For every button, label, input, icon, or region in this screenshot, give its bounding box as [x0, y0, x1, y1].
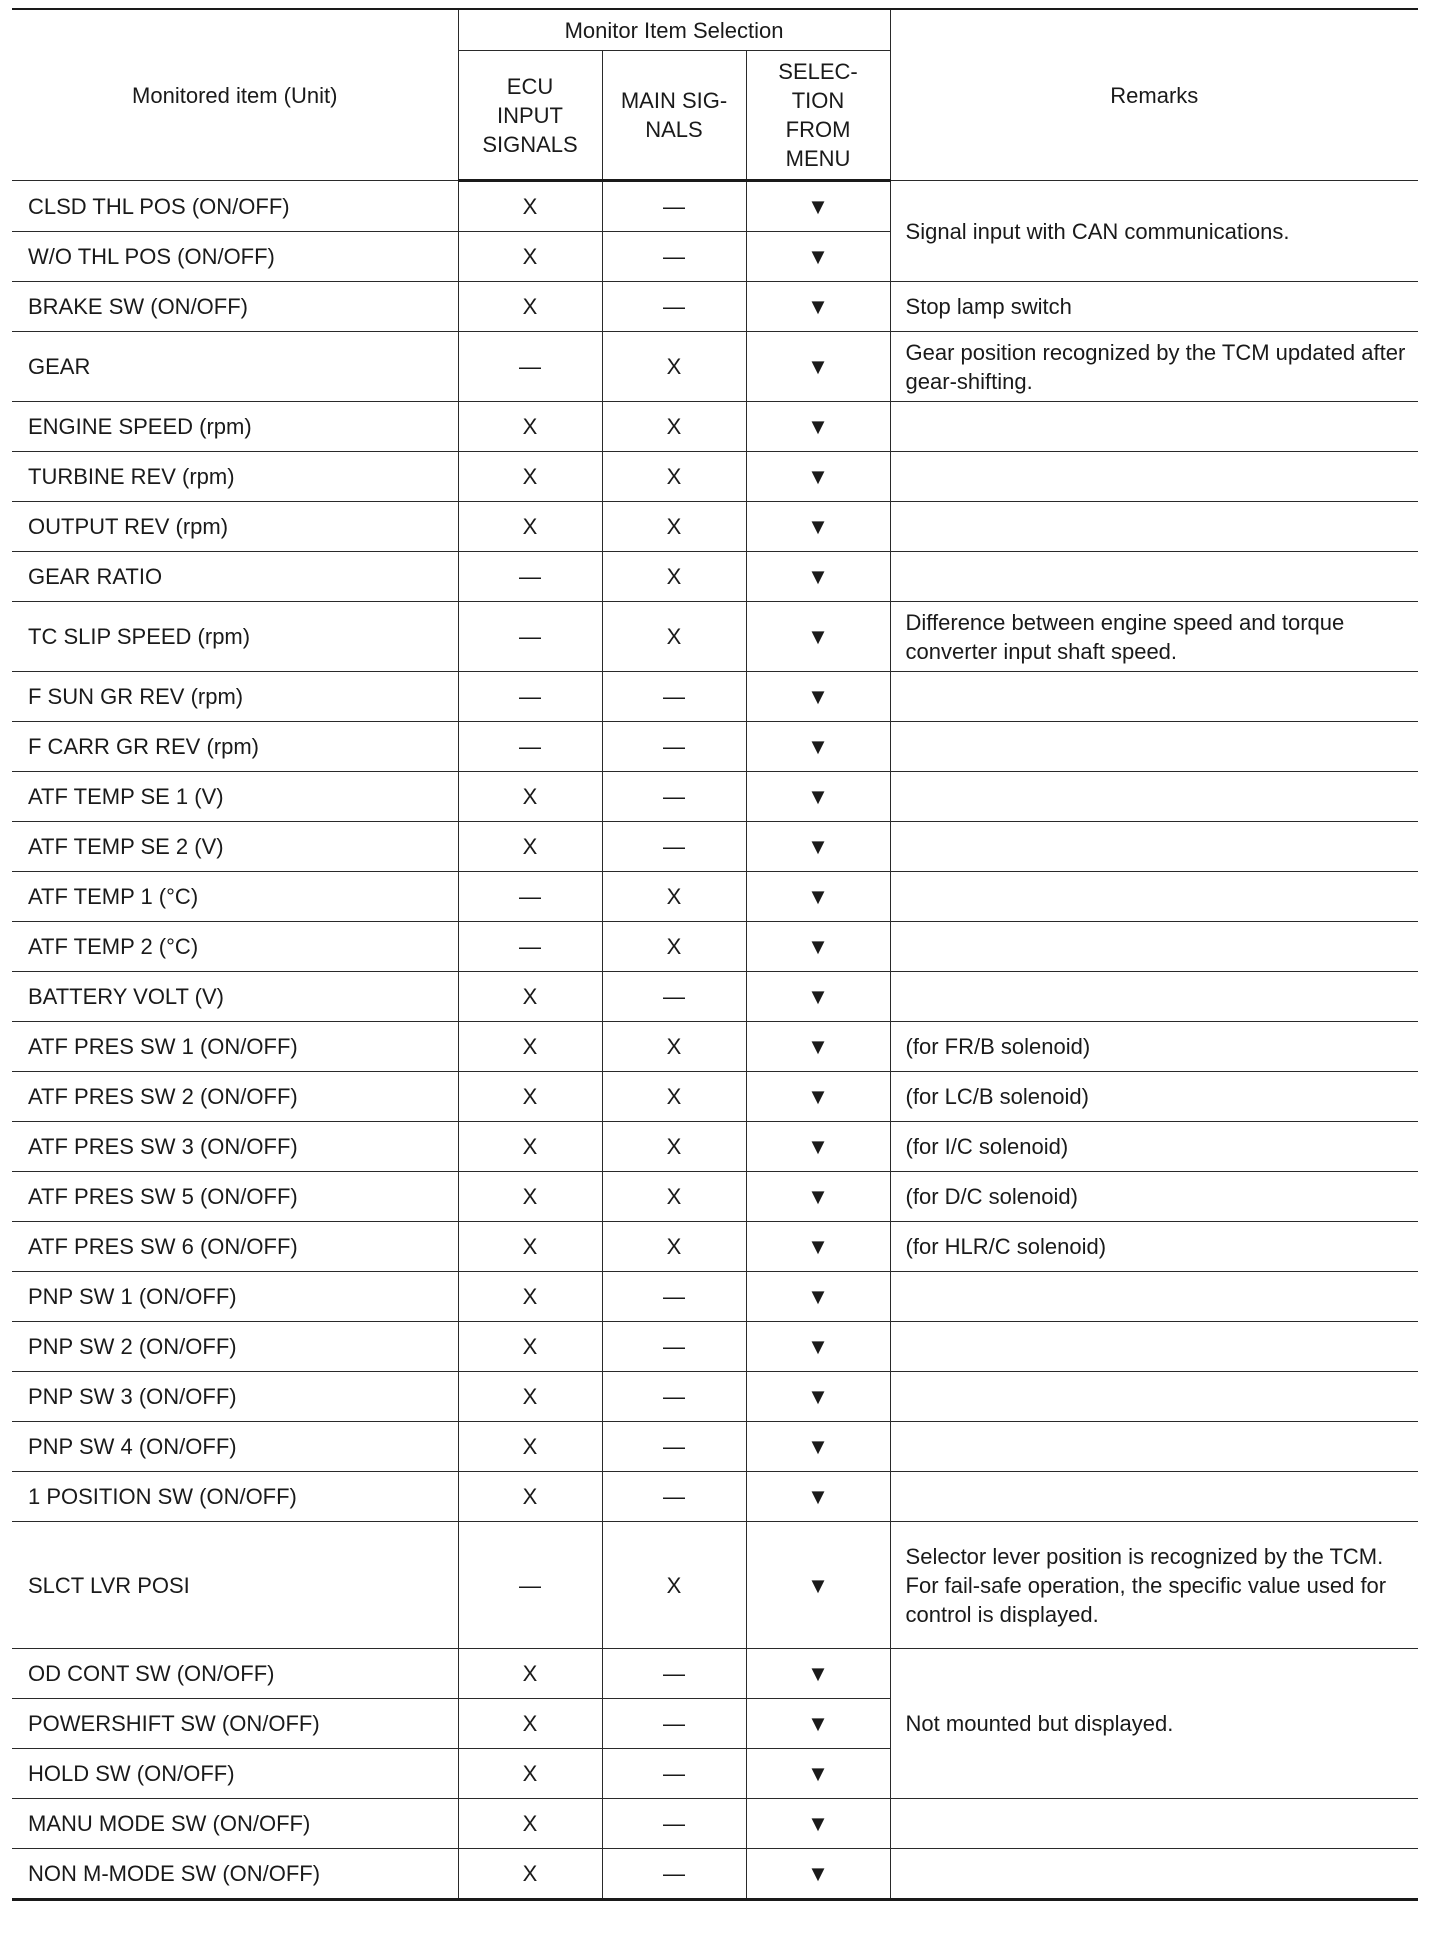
table-row [12, 1372, 1418, 1422]
table-row [12, 332, 1418, 402]
remark-cell [890, 1322, 1418, 1372]
remark-cell [890, 872, 1418, 922]
menu-mark: ▼ [746, 872, 890, 922]
remark-cell: (for FR/B solenoid) [890, 1022, 1418, 1072]
remark-cell: (for D/C solenoid) [890, 1172, 1418, 1222]
main-mark: X [602, 1222, 746, 1272]
item-cell: TURBINE REV (rpm) [12, 452, 458, 502]
ecu-mark: — [458, 672, 602, 722]
remark-cell [890, 1272, 1418, 1322]
table-row [12, 1122, 1418, 1172]
item-cell: MANU MODE SW (ON/OFF) [12, 1799, 458, 1849]
ecu-mark: X [458, 1472, 602, 1522]
item-cell: BRAKE SW (ON/OFF) [12, 282, 458, 332]
main-mark: — [602, 1272, 746, 1322]
header-monitored-item: Monitored item (Unit) [12, 9, 458, 181]
table-row [12, 1322, 1418, 1372]
main-mark: — [602, 1749, 746, 1799]
main-mark: — [602, 822, 746, 872]
menu-mark: ▼ [746, 1272, 890, 1322]
remark-cell: Not mounted but displayed. [890, 1649, 1418, 1799]
remark-cell [890, 402, 1418, 452]
remark-cell [890, 772, 1418, 822]
table-row [12, 1472, 1418, 1522]
ecu-mark: X [458, 1022, 602, 1072]
table-row [12, 1022, 1418, 1072]
menu-mark: ▼ [746, 1799, 890, 1849]
table-row [12, 1272, 1418, 1322]
ecu-mark: — [458, 552, 602, 602]
main-mark: X [602, 402, 746, 452]
item-cell: PNP SW 3 (ON/OFF) [12, 1372, 458, 1422]
menu-mark: ▼ [746, 502, 890, 552]
remark-cell: Stop lamp switch [890, 282, 1418, 332]
item-cell: PNP SW 4 (ON/OFF) [12, 1422, 458, 1472]
header-monitor-item-selection: Monitor Item Selection [458, 9, 890, 51]
menu-mark: ▼ [746, 552, 890, 602]
table-row [12, 972, 1418, 1022]
main-mark: — [602, 672, 746, 722]
menu-mark: ▼ [746, 722, 890, 772]
menu-mark: ▼ [746, 1122, 890, 1172]
item-cell: F SUN GR REV (rpm) [12, 672, 458, 722]
main-mark: X [602, 502, 746, 552]
main-mark: X [602, 922, 746, 972]
table-row [12, 722, 1418, 772]
table-row [12, 1799, 1418, 1849]
remark-cell: (for HLR/C solenoid) [890, 1222, 1418, 1272]
remark-cell [890, 822, 1418, 872]
ecu-mark: — [458, 1522, 602, 1649]
table-row [12, 822, 1418, 872]
item-cell: ENGINE SPEED (rpm) [12, 402, 458, 452]
menu-mark: ▼ [746, 672, 890, 722]
table-row [12, 402, 1418, 452]
menu-mark: ▼ [746, 332, 890, 402]
main-mark: — [602, 282, 746, 332]
ecu-mark: X [458, 181, 602, 232]
table-row [12, 872, 1418, 922]
table-row [12, 1422, 1418, 1472]
item-cell: ATF PRES SW 6 (ON/OFF) [12, 1222, 458, 1272]
ecu-mark: X [458, 1422, 602, 1472]
item-cell: ATF TEMP SE 1 (V) [12, 772, 458, 822]
remark-cell [890, 452, 1418, 502]
table-row [12, 1849, 1418, 1900]
main-mark: — [602, 1422, 746, 1472]
ecu-mark: X [458, 1222, 602, 1272]
table-row [12, 552, 1418, 602]
remark-cell [890, 1422, 1418, 1472]
remark-cell: Difference between engine speed and torque converter input shaft speed. [890, 602, 1418, 672]
item-cell: TC SLIP SPEED (rpm) [12, 602, 458, 672]
ecu-mark: X [458, 232, 602, 282]
main-mark: X [602, 1022, 746, 1072]
main-mark: X [602, 1122, 746, 1172]
ecu-mark: — [458, 332, 602, 402]
remark-cell [890, 1799, 1418, 1849]
ecu-mark: X [458, 822, 602, 872]
remark-cell: (for LC/B solenoid) [890, 1072, 1418, 1122]
item-cell: 1 POSITION SW (ON/OFF) [12, 1472, 458, 1522]
item-cell: ATF TEMP SE 2 (V) [12, 822, 458, 872]
menu-mark: ▼ [746, 282, 890, 332]
main-mark: X [602, 452, 746, 502]
main-mark: — [602, 972, 746, 1022]
ecu-mark: X [458, 282, 602, 332]
ecu-mark: — [458, 872, 602, 922]
header-remarks: Remarks [890, 9, 1418, 181]
table-row [12, 602, 1418, 672]
main-mark: X [602, 1522, 746, 1649]
item-cell: PNP SW 1 (ON/OFF) [12, 1272, 458, 1322]
main-mark: — [602, 1322, 746, 1372]
item-cell: NON M-MODE SW (ON/OFF) [12, 1849, 458, 1900]
menu-mark: ▼ [746, 972, 890, 1022]
item-cell: W/O THL POS (ON/OFF) [12, 232, 458, 282]
main-mark: — [602, 181, 746, 232]
item-cell: PNP SW 2 (ON/OFF) [12, 1322, 458, 1372]
main-mark: X [602, 332, 746, 402]
main-mark: X [602, 552, 746, 602]
table-row [12, 1522, 1418, 1649]
remark-cell [890, 1849, 1418, 1900]
table-row [12, 672, 1418, 722]
ecu-mark: X [458, 772, 602, 822]
remark-cell [890, 722, 1418, 772]
item-cell: ATF PRES SW 1 (ON/OFF) [12, 1022, 458, 1072]
menu-mark: ▼ [746, 1322, 890, 1372]
menu-mark: ▼ [746, 822, 890, 872]
menu-mark: ▼ [746, 1849, 890, 1900]
item-cell: POWERSHIFT SW (ON/OFF) [12, 1699, 458, 1749]
main-mark: — [602, 1472, 746, 1522]
item-cell: ATF TEMP 2 (°C) [12, 922, 458, 972]
menu-mark: ▼ [746, 1649, 890, 1699]
ecu-mark: X [458, 1072, 602, 1122]
menu-mark: ▼ [746, 402, 890, 452]
table-row [12, 1072, 1418, 1122]
ecu-mark: X [458, 1122, 602, 1172]
item-cell: GEAR [12, 332, 458, 402]
item-cell: GEAR RATIO [12, 552, 458, 602]
menu-mark: ▼ [746, 1022, 890, 1072]
ecu-mark: — [458, 722, 602, 772]
main-mark: — [602, 1849, 746, 1900]
ecu-mark: X [458, 972, 602, 1022]
menu-mark: ▼ [746, 1749, 890, 1799]
item-cell: ATF TEMP 1 (°C) [12, 872, 458, 922]
remark-cell: Selector lever position is recognized by the TCM. For fail-safe operation, the specific value used for control is displayed. [890, 1522, 1418, 1649]
table-row [12, 1222, 1418, 1272]
item-cell: SLCT LVR POSI [12, 1522, 458, 1649]
main-mark: X [602, 1072, 746, 1122]
item-cell: ATF PRES SW 2 (ON/OFF) [12, 1072, 458, 1122]
monitor-item-table [12, 8, 1418, 1901]
ecu-mark: X [458, 1749, 602, 1799]
menu-mark: ▼ [746, 1072, 890, 1122]
ecu-mark: X [458, 1649, 602, 1699]
remark-cell [890, 922, 1418, 972]
remark-cell: Signal input with CAN communications. [890, 181, 1418, 282]
menu-mark: ▼ [746, 1472, 890, 1522]
menu-mark: ▼ [746, 1522, 890, 1649]
ecu-mark: — [458, 922, 602, 972]
main-mark: — [602, 1699, 746, 1749]
remark-cell [890, 1472, 1418, 1522]
table-row [12, 772, 1418, 822]
menu-mark: ▼ [746, 1699, 890, 1749]
header-ecu-input-signals: ECU INPUT SIGNALS [458, 51, 602, 181]
table-row [12, 452, 1418, 502]
main-mark: X [602, 602, 746, 672]
ecu-mark: X [458, 1849, 602, 1900]
remark-cell [890, 502, 1418, 552]
ecu-mark: X [458, 452, 602, 502]
menu-mark: ▼ [746, 1172, 890, 1222]
table-row [12, 922, 1418, 972]
main-mark: — [602, 232, 746, 282]
main-mark: — [602, 1372, 746, 1422]
item-cell: HOLD SW (ON/OFF) [12, 1749, 458, 1799]
item-cell: BATTERY VOLT (V) [12, 972, 458, 1022]
main-mark: — [602, 1649, 746, 1699]
remark-cell: Gear position recognized by the TCM updated after gear-shifting. [890, 332, 1418, 402]
main-mark: X [602, 1172, 746, 1222]
header-main-signals: MAIN SIG- NALS [602, 51, 746, 181]
main-mark: — [602, 722, 746, 772]
item-cell: OD CONT SW (ON/OFF) [12, 1649, 458, 1699]
main-mark: — [602, 1799, 746, 1849]
item-cell: F CARR GR REV (rpm) [12, 722, 458, 772]
menu-mark: ▼ [746, 602, 890, 672]
menu-mark: ▼ [746, 181, 890, 232]
menu-mark: ▼ [746, 1422, 890, 1472]
remark-cell [890, 552, 1418, 602]
menu-mark: ▼ [746, 922, 890, 972]
table-row [12, 502, 1418, 552]
remark-cell [890, 672, 1418, 722]
table-row [12, 282, 1418, 332]
table-row [12, 1172, 1418, 1222]
main-mark: — [602, 772, 746, 822]
ecu-mark: — [458, 602, 602, 672]
main-mark: X [602, 872, 746, 922]
menu-mark: ▼ [746, 1372, 890, 1422]
menu-mark: ▼ [746, 772, 890, 822]
header-selection-from-menu: SELEC- TION FROM MENU [746, 51, 890, 181]
remark-cell [890, 1372, 1418, 1422]
ecu-mark: X [458, 1372, 602, 1422]
menu-mark: ▼ [746, 232, 890, 282]
item-cell: CLSD THL POS (ON/OFF) [12, 181, 458, 232]
ecu-mark: X [458, 1322, 602, 1372]
ecu-mark: X [458, 1799, 602, 1849]
table-row [12, 181, 1418, 232]
ecu-mark: X [458, 1272, 602, 1322]
ecu-mark: X [458, 402, 602, 452]
ecu-mark: X [458, 502, 602, 552]
table-row [12, 1649, 1418, 1699]
item-cell: ATF PRES SW 5 (ON/OFF) [12, 1172, 458, 1222]
menu-mark: ▼ [746, 452, 890, 502]
ecu-mark: X [458, 1699, 602, 1749]
menu-mark: ▼ [746, 1222, 890, 1272]
item-cell: ATF PRES SW 3 (ON/OFF) [12, 1122, 458, 1172]
remark-cell [890, 972, 1418, 1022]
item-cell: OUTPUT REV (rpm) [12, 502, 458, 552]
remark-cell: (for I/C solenoid) [890, 1122, 1418, 1172]
ecu-mark: X [458, 1172, 602, 1222]
